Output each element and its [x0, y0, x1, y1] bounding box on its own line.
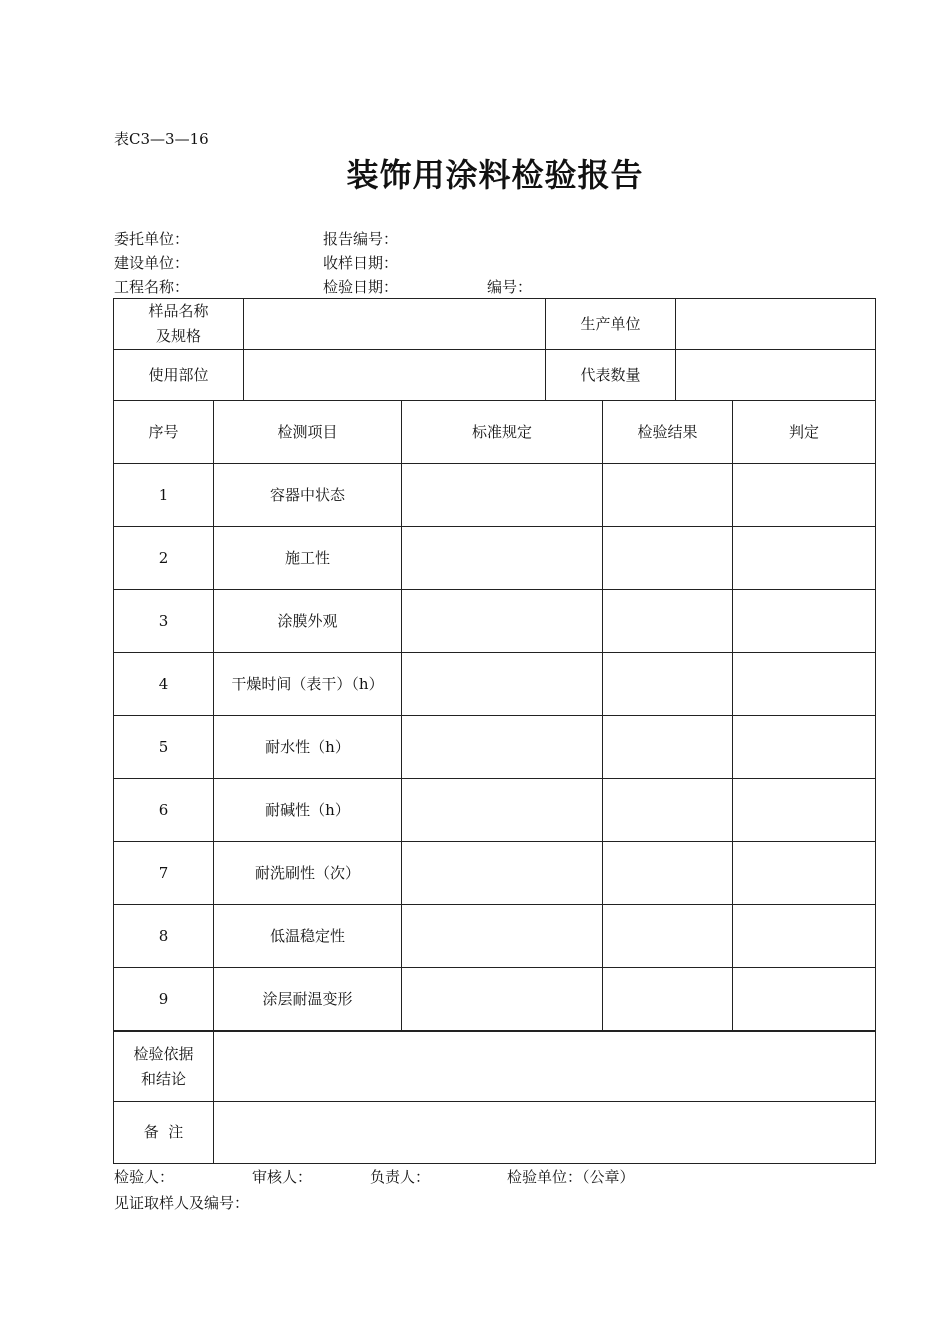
row-number: 5: [114, 716, 214, 779]
row-judgment[interactable]: [733, 968, 876, 1031]
conclusion-value[interactable]: [214, 1032, 876, 1102]
row-number: 4: [114, 653, 214, 716]
column-header: 标准规定: [402, 401, 603, 464]
conclusion-label-line1: 检验依据: [133, 1044, 194, 1063]
table-row: [114, 527, 876, 590]
row-standard[interactable]: [402, 464, 603, 527]
builder-label: 建设单位：: [114, 254, 190, 272]
row-result[interactable]: [603, 464, 733, 527]
sample-name-label-line2: 及规格: [155, 327, 201, 345]
table-row: [114, 590, 876, 653]
remarks-value[interactable]: [214, 1102, 876, 1164]
quantity-label: 代表数量: [546, 350, 676, 401]
quantity-value[interactable]: [676, 350, 876, 401]
row-item: 低温稳定性: [214, 905, 402, 968]
row-standard[interactable]: [402, 527, 603, 590]
row-judgment[interactable]: [733, 905, 876, 968]
row-result[interactable]: [603, 779, 733, 842]
table-header-row: [114, 401, 876, 464]
form-code: 表C3—3—16: [114, 130, 209, 148]
row-result[interactable]: [603, 590, 733, 653]
manufacturer-label: 生产单位: [546, 299, 676, 350]
row-item: 耐碱性（h）: [214, 779, 402, 842]
row-judgment[interactable]: [733, 842, 876, 905]
page-title: 装饰用涂料检验报告: [346, 156, 644, 194]
row-result[interactable]: [603, 716, 733, 779]
table-row: [114, 716, 876, 779]
row-result[interactable]: [603, 653, 733, 716]
row-judgment[interactable]: [733, 527, 876, 590]
row-item: 干燥时间（表干）（h）: [214, 653, 402, 716]
row-judgment[interactable]: [733, 779, 876, 842]
row-result[interactable]: [603, 842, 733, 905]
manufacturer-value[interactable]: [676, 299, 876, 350]
table-row: [114, 464, 876, 527]
row-item: 施工性: [214, 527, 402, 590]
sample-info-table: [113, 298, 876, 401]
inspector-label: 检验人：: [114, 1168, 175, 1186]
conclusion-label-line2: 和结论: [140, 1069, 186, 1088]
row-result[interactable]: [603, 968, 733, 1031]
row-number: 3: [114, 590, 214, 653]
project-label: 工程名称：: [114, 278, 190, 296]
table-row: [114, 779, 876, 842]
row-number: 1: [114, 464, 214, 527]
table-row: [114, 653, 876, 716]
test-date-label: 检验日期：: [323, 278, 399, 296]
witness-label: 见证取样人及编号：: [114, 1194, 250, 1212]
client-label: 委托单位：: [114, 230, 190, 248]
number-label: 编号：: [487, 278, 533, 296]
use-location-label: 使用部位: [114, 350, 244, 401]
row-result[interactable]: [603, 527, 733, 590]
column-header: 序号: [114, 401, 214, 464]
row-item: 耐水性（h）: [214, 716, 402, 779]
row-number: 2: [114, 527, 214, 590]
row-number: 6: [114, 779, 214, 842]
row-item: 涂层耐温变形: [214, 968, 402, 1031]
row-judgment[interactable]: [733, 653, 876, 716]
row-judgment[interactable]: [733, 716, 876, 779]
row-number: 8: [114, 905, 214, 968]
row-number: 9: [114, 968, 214, 1031]
row-standard[interactable]: [402, 716, 603, 779]
row-standard[interactable]: [402, 905, 603, 968]
table-row: [114, 905, 876, 968]
table-row: [114, 968, 876, 1031]
responsible-label: 负责人：: [370, 1168, 431, 1186]
row-standard[interactable]: [402, 590, 603, 653]
table-row: [114, 842, 876, 905]
test-items-table: [113, 400, 876, 1031]
row-number: 7: [114, 842, 214, 905]
inspection-unit-label: 检验单位：（公章）: [507, 1168, 635, 1186]
remarks-label: 备 注: [114, 1102, 214, 1164]
column-header: 检验结果: [603, 401, 733, 464]
row-item: 涂膜外观: [214, 590, 402, 653]
report-no-label: 报告编号：: [323, 230, 399, 248]
row-standard[interactable]: [402, 968, 603, 1031]
row-standard[interactable]: [402, 842, 603, 905]
column-header: 检测项目: [214, 401, 402, 464]
row-judgment[interactable]: [733, 590, 876, 653]
row-standard[interactable]: [402, 779, 603, 842]
row-judgment[interactable]: [733, 464, 876, 527]
receive-date-label: 收样日期：: [323, 254, 399, 272]
row-standard[interactable]: [402, 653, 603, 716]
sample-name-label: [114, 299, 244, 350]
row-result[interactable]: [603, 905, 733, 968]
row-item: 容器中状态: [214, 464, 402, 527]
row-item: 耐洗刷性（次）: [214, 842, 402, 905]
conclusion-label: [114, 1032, 214, 1102]
column-header: 判定: [733, 401, 876, 464]
use-location-value[interactable]: [244, 350, 546, 401]
reviewer-label: 审核人：: [252, 1168, 313, 1186]
sample-name-value[interactable]: [244, 299, 546, 350]
conclusion-table: [113, 1031, 876, 1164]
sample-name-label-line1: 样品名称: [148, 302, 209, 320]
